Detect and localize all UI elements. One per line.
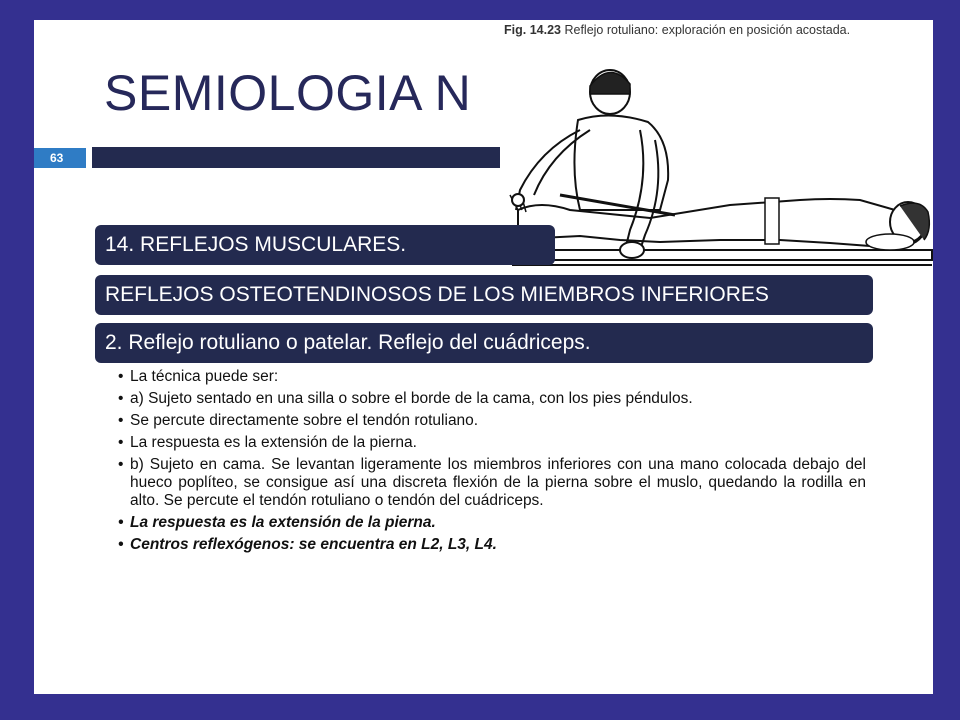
heading-reflejos-musculares: 14. REFLEJOS MUSCULARES. [95, 225, 555, 265]
knee-reflex-illustration [500, 60, 933, 274]
list-item: • La respuesta es la extensión de la pierna. [116, 514, 866, 532]
figure [500, 20, 933, 274]
heading-reflejos-osteotendinosos: REFLEJOS OSTEOTENDINOSOS DE LOS MIEMBROS INFERIORES [95, 275, 873, 315]
list-item: • La respuesta es la extensión de la pierna. [116, 434, 866, 452]
bullet-list [116, 368, 866, 558]
list-item: • Se percute directamente sobre el tendón rotuliano. [116, 412, 866, 430]
list-item: • La técnica puede ser: [116, 368, 866, 386]
title-underline-bar [92, 147, 502, 168]
heading-reflejo-rotuliano: 2. Reflejo rotuliano o patelar. Reflejo del cuádriceps. [95, 323, 873, 363]
figure-caption [504, 22, 924, 38]
slide [34, 20, 933, 694]
list-item: • a) Sujeto sentado en una silla o sobre el borde de la cama, con los pies péndulos. [116, 390, 866, 408]
figure-caption-label: Fig. 14.23 [504, 23, 561, 37]
figure-caption-text: Reflejo rotuliano: exploración en posición acostada. [564, 23, 851, 37]
list-item: • b) Sujeto en cama. Se levantan ligeramente los miembros inferiores con una mano colocada debajo del hueco poplíteo, se consigue así una discreta flexión de la pierna sobre el muslo, quedando la rodilla en alto. Se percute el tendón rotuliano o tendón del cuádriceps. [116, 456, 866, 510]
slide-title: SEMIOLOGIA N [104, 65, 472, 121]
list-item: • Centros reflexógenos: se encuentra en L2, L3, L4. [116, 536, 866, 554]
page-number-badge: 63 [34, 148, 86, 168]
